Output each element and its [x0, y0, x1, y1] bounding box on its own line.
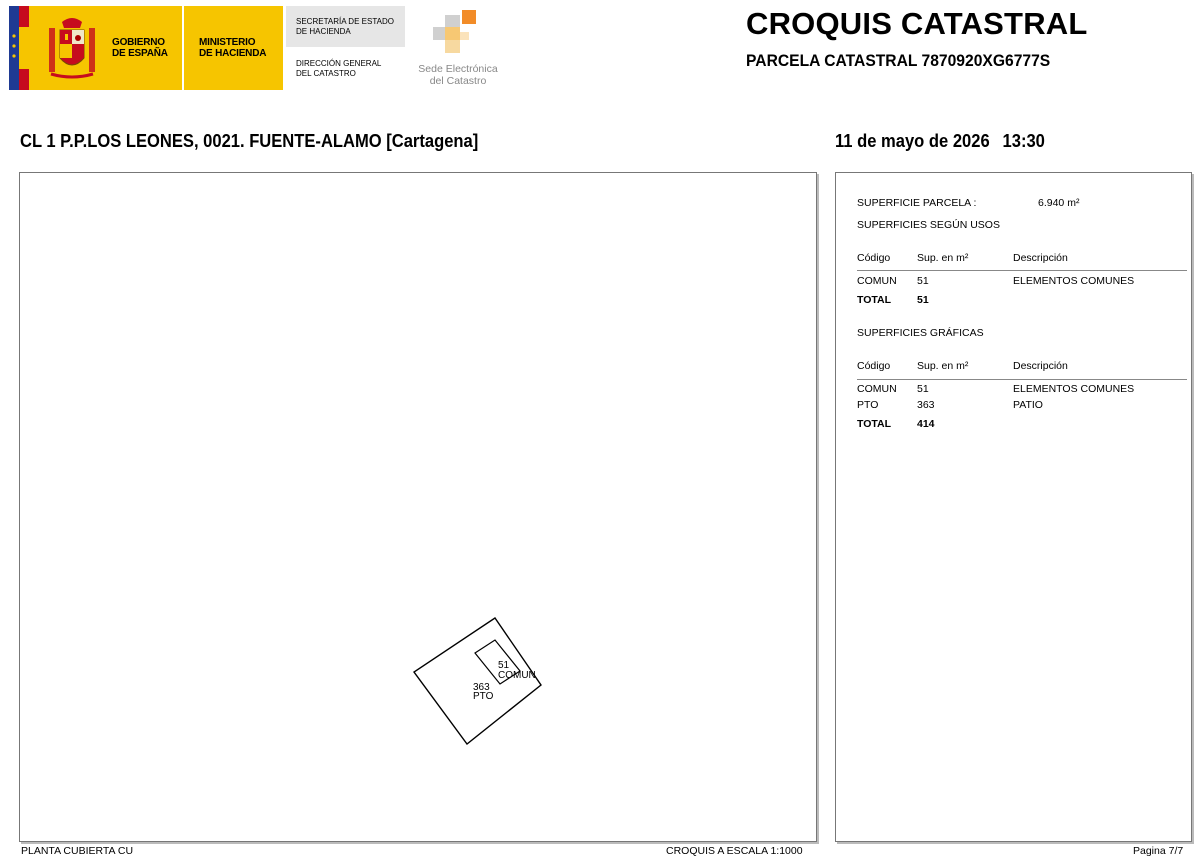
document-title: CROQUIS CATASTRAL [746, 6, 1088, 41]
row-sup: 363 [917, 399, 935, 411]
coat-of-arms-icon [43, 14, 101, 82]
footer-page-number: Pagina 7/7 [1133, 845, 1184, 857]
parcel-sketch [20, 173, 816, 841]
footer-plan-label: PLANTA CUBIERTA CU [21, 845, 134, 857]
document-time: 13:30 [1002, 131, 1045, 151]
row-desc: ELEMENTOS COMUNES [1013, 383, 1135, 395]
parcel-reference: PARCELA CATASTRAL 7870920XG6777S [746, 51, 1051, 70]
patio-value-label: 363 [473, 682, 490, 693]
secretaria-label: SECRETARÍA DE ESTADO DE HACIENDA [296, 17, 394, 36]
superficie-parcela-label: SUPERFICIE PARCELA : [857, 197, 977, 209]
row-code: PTO [857, 399, 879, 411]
government-banner [29, 6, 283, 90]
graficas-header-rule [857, 379, 1187, 380]
row-code: COMUN [857, 383, 897, 395]
graficas-col-code: Código [857, 360, 891, 372]
usos-col-sup: Sup. en m² [917, 252, 969, 264]
secretaria-box [286, 6, 405, 47]
patio-code-label: PTO [473, 691, 494, 702]
superficie-parcela-value: 6.940 m² [1038, 197, 1080, 209]
usos-col-code: Código [857, 252, 891, 264]
usos-section-title: SUPERFICIES SEGÚN USOS [857, 219, 1000, 231]
graficas-total-value: 414 [917, 418, 935, 430]
graficas-total-label: TOTAL [857, 418, 892, 430]
parcel-address: CL 1 P.P.LOS LEONES, 0021. FUENTE-ALAMO [Cartagena] [20, 131, 479, 151]
direccion-general-label: DIRECCIÓN GENERAL DEL CATASTRO [296, 59, 382, 78]
graficas-col-sup: Sup. en m² [917, 360, 969, 372]
row-desc: ELEMENTOS COMUNES [1013, 275, 1135, 287]
surface-info-panel [835, 172, 1192, 842]
usos-header-rule [857, 270, 1187, 271]
usos-total-value: 51 [917, 294, 929, 306]
row-sup: 51 [917, 275, 929, 287]
usos-col-desc: Descripción [1013, 252, 1068, 264]
banner-divider [182, 6, 184, 90]
parcel-outline-patio [414, 618, 541, 744]
eu-spain-flag-stripe [9, 6, 29, 90]
document-date: 11 de mayo de 2026 [835, 131, 990, 151]
sede-electronica-label: Sede Electrónica del Catastro [418, 63, 498, 87]
comun-value-label: 51 [498, 660, 510, 671]
usos-total-label: TOTAL [857, 294, 892, 306]
row-sup: 51 [917, 383, 929, 395]
row-code: COMUN [857, 275, 897, 287]
graficas-col-desc: Descripción [1013, 360, 1068, 372]
sede-catastro-logo-icon [433, 10, 479, 54]
document-datetime [835, 131, 1045, 152]
graficas-section-title: SUPERFICIES GRÁFICAS [857, 327, 984, 339]
gobierno-label: GOBIERNO DE ESPAÑA [112, 37, 168, 59]
map-panel[interactable] [19, 172, 817, 842]
comun-code-label: COMUN [498, 670, 536, 681]
row-desc: PATIO [1013, 399, 1043, 411]
footer-scale-label: CROQUIS A ESCALA 1:1000 [666, 845, 803, 857]
ministerio-label: MINISTERIO DE HACIENDA [199, 37, 267, 59]
